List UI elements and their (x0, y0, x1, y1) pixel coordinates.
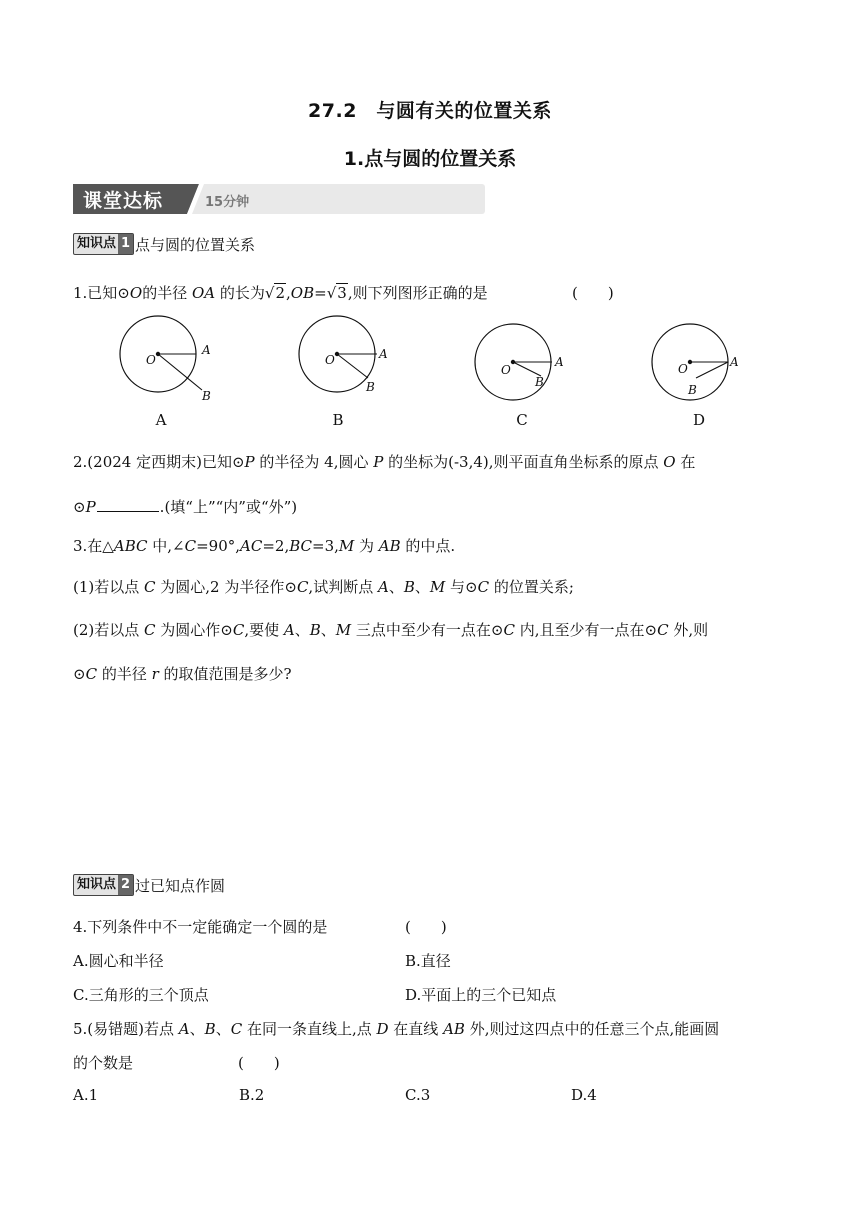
figure-a (120, 316, 211, 403)
question-5: 5.(易错题)若点 A、B、C 在同一条直线上,点 D 在直线 AB 外,则过这四点中的任意三个点,能画圆 (73, 1020, 720, 1038)
q5-option-d[interactable]: D.4 (571, 1086, 597, 1104)
banner-time: 15分钟 (205, 195, 250, 210)
question-4: 4.下列条件中不一定能确定一个圆的是 (73, 918, 328, 936)
sqrt-2: √2 (264, 284, 286, 302)
label-b: B (688, 383, 697, 397)
question-1: 1.已知⊙O的半径 OA 的长为√2,OB=√3,则下列图形正确的是 (73, 284, 488, 302)
label-a: A (202, 343, 211, 357)
q1-figures (100, 306, 760, 410)
question-3-part-2: (2)若以点 C 为圆心作⊙C,要使 A、B、M 三点中至少有一点在⊙C 内,且至少有一点在⊙C 外,则 (73, 621, 709, 639)
question-5-line-2: 的个数是 (73, 1054, 134, 1072)
banner-label: 课堂达标 (83, 190, 164, 212)
q4-option-a[interactable]: A.圆心和半径 (73, 952, 164, 970)
q5-option-b[interactable]: B.2 (239, 1086, 265, 1104)
knowledge-point-title: 过已知点作圆 (135, 876, 226, 895)
knowledge-point-number: 2 (118, 875, 133, 895)
answer-bracket-q1: ( ) (572, 284, 614, 302)
label-a: A (379, 347, 388, 361)
q5-option-c[interactable]: C.3 (405, 1086, 431, 1104)
figure-b (299, 316, 388, 394)
q5-option-a[interactable]: A.1 (73, 1086, 99, 1104)
answer-bracket-q5: ( ) (238, 1054, 280, 1072)
label-b: B (202, 389, 211, 403)
figure-label-b: B (332, 411, 344, 429)
figure-label-d: D (692, 411, 706, 429)
question-2-line-2: ⊙P .(填“上”“内”或“外”) (73, 498, 298, 516)
knowledge-point-tag: 知识点 2 (73, 874, 134, 896)
label-b: B (535, 375, 544, 389)
section-title: 27.2 与圆有关的位置关系 (308, 100, 552, 122)
answer-bracket-q4: ( ) (405, 918, 447, 936)
figure-label-a: A (155, 411, 167, 429)
question-3-part-2-line-2: ⊙C 的半径 r 的取值范围是多少? (73, 665, 292, 683)
label-o: O (501, 363, 511, 377)
figure-label-c: C (516, 411, 528, 429)
q4-option-d[interactable]: D.平面上的三个已知点 (405, 986, 557, 1004)
label-a: A (730, 355, 739, 369)
sqrt-3: √3 (326, 284, 347, 302)
figure-d (652, 324, 739, 400)
q4-option-c[interactable]: C.三角形的三个顶点 (73, 986, 209, 1004)
label-o: O (146, 353, 156, 367)
knowledge-point-1 (73, 233, 255, 255)
question-2: 2.(2024 定西期末)已知⊙P 的半径为 4,圆心 P 的坐标为(-3,4),则平面直角坐标系的原点 O 在 (73, 453, 696, 471)
class-practice-banner (73, 184, 485, 214)
q4-option-b[interactable]: B.直径 (405, 952, 451, 970)
label-o: O (678, 362, 688, 376)
question-3-part-1: (1)若以点 C 为圆心,2 为半径作⊙C,试判断点 A、B、M 与⊙C 的位置关系; (73, 578, 574, 596)
label-b: B (366, 380, 375, 394)
figure-c (475, 324, 564, 400)
knowledge-point-2 (73, 874, 225, 896)
knowledge-point-title: 点与圆的位置关系 (135, 235, 256, 254)
label-o: O (325, 353, 335, 367)
knowledge-point-tag: 知识点 1 (73, 233, 134, 255)
knowledge-point-number: 1 (118, 234, 133, 254)
lesson-title: 1.点与圆的位置关系 (343, 148, 517, 170)
question-3: 3.在△ABC 中,∠C=90°,AC=2,BC=3,M 为 AB 的中点. (73, 537, 456, 555)
fill-in-blank[interactable] (97, 499, 159, 512)
label-a: A (555, 355, 564, 369)
